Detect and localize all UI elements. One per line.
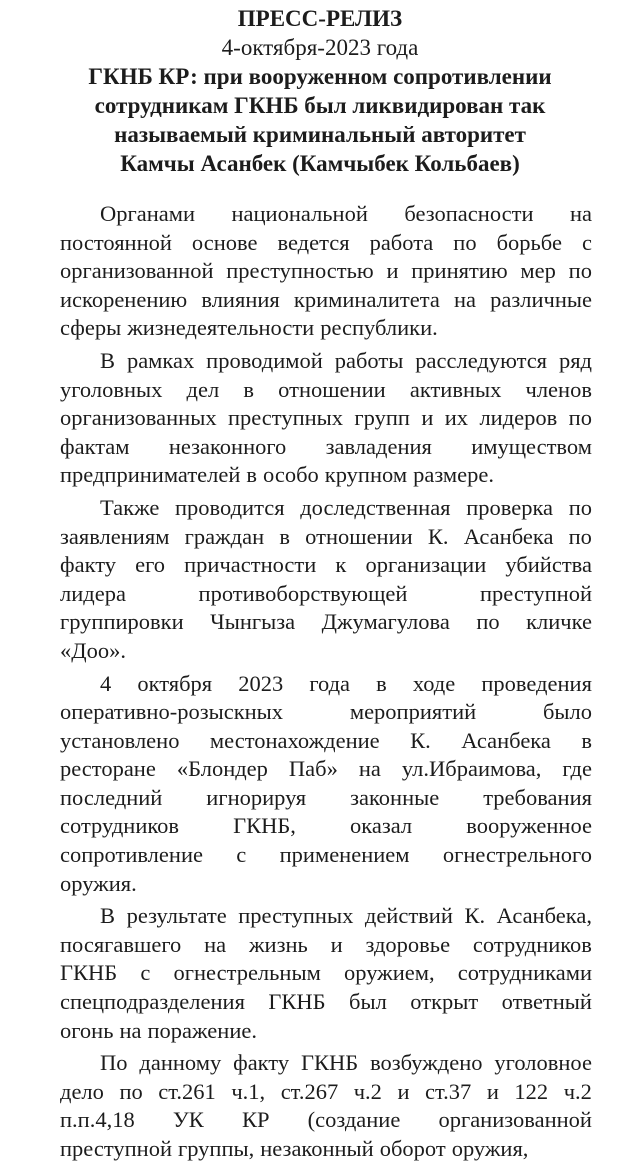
word: по	[119, 1078, 143, 1104]
word: на	[569, 201, 592, 226]
text-line	[60, 347, 592, 376]
word: данному	[139, 1050, 222, 1076]
word: работа	[369, 229, 434, 255]
word: (создание	[307, 1107, 401, 1133]
word: ст.261	[158, 1078, 216, 1104]
word: посягавшего	[60, 931, 182, 957]
word: оказал	[350, 813, 413, 839]
word: основе	[191, 229, 258, 255]
word: уголовных	[60, 376, 163, 402]
word: 122	[514, 1078, 549, 1104]
word: влияния	[201, 286, 280, 312]
word: отношении	[278, 376, 386, 402]
word: организации	[365, 552, 487, 578]
text-line	[60, 286, 592, 315]
word: ст.267	[280, 1078, 339, 1104]
text-line	[60, 1106, 592, 1135]
word: Также	[100, 494, 160, 520]
text-line	[60, 931, 592, 960]
word: в	[279, 523, 290, 549]
word: по	[568, 405, 592, 431]
word: и	[386, 258, 399, 284]
word: имуществом	[471, 433, 592, 459]
word: года	[309, 670, 351, 696]
word: сотрудников	[472, 931, 592, 957]
text-line	[60, 404, 592, 433]
word: ответный	[501, 989, 592, 1015]
text-line	[60, 902, 592, 931]
text-line	[60, 314, 592, 343]
text-line	[60, 1135, 592, 1164]
word: к	[335, 552, 347, 578]
word: был	[349, 989, 387, 1015]
word: в	[246, 462, 258, 488]
text-line	[60, 637, 592, 666]
word: ч.1,	[231, 1078, 266, 1104]
headline-line: называемый криминальный авторитет	[114, 122, 526, 147]
paragraph	[60, 902, 592, 1045]
word: преступной	[60, 1136, 172, 1161]
text-line	[60, 580, 592, 609]
word: огнестрельного	[442, 842, 592, 868]
word: октября	[137, 670, 213, 696]
word: с	[236, 842, 247, 868]
word: Асанбека	[461, 727, 551, 753]
word: законные	[350, 784, 440, 810]
word: оборот	[379, 1136, 446, 1161]
word: особо	[263, 462, 319, 488]
word: По	[100, 1050, 128, 1076]
headline-line: сотрудникам ГКНБ был ликвидирован так	[94, 93, 546, 118]
word: сопротивление	[60, 842, 203, 868]
word: членов	[525, 376, 592, 402]
word: фактам	[60, 433, 130, 459]
word: расследуются	[415, 347, 548, 373]
paragraph	[60, 200, 592, 343]
word: спецподразделения	[60, 989, 245, 1015]
word: огонь	[60, 1017, 114, 1043]
word: заявлениям	[60, 523, 170, 549]
word: ч.2	[563, 1078, 592, 1104]
word: оружием,	[344, 960, 435, 986]
word: проводимой	[206, 347, 323, 373]
word: ГКНБ	[268, 989, 326, 1015]
word: борьбе	[496, 229, 562, 255]
word: В	[100, 347, 116, 373]
word: огнестрельным	[173, 960, 321, 986]
word: Чынгыза	[210, 609, 296, 635]
word: криминалитета	[293, 286, 440, 312]
word: рамках	[126, 347, 195, 373]
word: местонахождение	[209, 727, 380, 753]
word: с	[581, 229, 592, 255]
text-line	[60, 1017, 592, 1046]
word: крупном	[324, 462, 408, 488]
word: на	[453, 286, 476, 312]
word: оружия.	[60, 870, 137, 896]
word: проведения	[481, 670, 592, 696]
word: предпринимателей	[60, 462, 241, 488]
paragraph	[60, 494, 592, 666]
word: на	[358, 756, 381, 782]
word: доследственная	[300, 494, 451, 520]
word: В	[100, 903, 116, 929]
word: факту	[60, 552, 116, 578]
word: с	[140, 960, 151, 986]
word: постоянной	[60, 229, 172, 255]
word: различные	[490, 286, 592, 312]
paragraph	[60, 670, 592, 899]
text-line	[60, 523, 592, 552]
word: действий	[364, 903, 453, 929]
word: Асанбека	[463, 523, 554, 549]
word: Асанбека,	[496, 903, 592, 929]
word: и	[330, 931, 343, 957]
headline-line: Камчы Асанбек (Камчыбек Кольбаев)	[120, 151, 520, 176]
word: здоровье	[365, 931, 451, 957]
text-line	[60, 376, 592, 405]
word: 2023	[238, 670, 284, 696]
word: преступных	[227, 405, 344, 431]
word: оружия,	[451, 1136, 529, 1161]
document-label: ПРЕСС-РЕЛИЗ	[237, 6, 403, 31]
word: ресторане	[60, 756, 156, 782]
word: Джумагулова	[321, 609, 450, 635]
word: ходе	[412, 670, 456, 696]
word: Органами	[100, 201, 196, 226]
headline	[0, 62, 640, 178]
paragraph	[60, 347, 592, 490]
text-line	[60, 755, 592, 784]
text-line	[60, 257, 592, 286]
word: убийства	[505, 552, 592, 578]
word: лидеров	[479, 405, 558, 431]
word: КР	[241, 1107, 270, 1133]
text-line	[60, 698, 592, 727]
word: «Доо».	[60, 637, 126, 663]
word: завладения	[325, 433, 432, 459]
word: ГКНБ,	[233, 813, 296, 839]
text-line	[60, 670, 592, 699]
word: ведется	[277, 229, 350, 255]
word: ч.2	[353, 1078, 382, 1104]
word: на	[119, 1017, 142, 1043]
word: по	[568, 523, 592, 549]
word: группы,	[177, 1136, 255, 1161]
word: в	[581, 727, 592, 753]
word: ряд	[558, 347, 592, 373]
word: незаконного	[168, 433, 287, 459]
word: мер	[520, 258, 556, 284]
word: отношении	[305, 523, 413, 549]
word: граждан	[184, 523, 265, 549]
word: сферы	[60, 315, 122, 341]
word: в	[376, 670, 387, 696]
word: игнорируя	[206, 784, 307, 810]
word: было	[542, 699, 592, 725]
word: и	[486, 1078, 499, 1104]
word: их	[444, 405, 469, 431]
word: проверка	[466, 494, 554, 520]
word: национальной	[231, 201, 368, 226]
word: жизнедеятельности	[127, 315, 315, 341]
document-date: 4-октября-2023 года	[221, 35, 419, 60]
word: ул.Ибраимова,	[401, 756, 542, 782]
text-line	[60, 551, 592, 580]
word: дело	[60, 1078, 104, 1104]
word: требования	[483, 784, 592, 810]
text-line	[60, 1049, 592, 1078]
word: организованной	[60, 258, 214, 284]
word: К.	[427, 523, 449, 549]
word: К.	[464, 903, 486, 929]
text-line	[60, 988, 592, 1017]
word: в	[243, 376, 254, 402]
word: преступных	[238, 903, 354, 929]
word: результате	[126, 903, 227, 929]
headline-line: ГКНБ КР: при вооруженном сопротивлении	[88, 64, 552, 89]
text-line	[60, 812, 592, 841]
word: где	[562, 756, 592, 782]
text-line	[60, 433, 592, 462]
word: причастности	[184, 552, 317, 578]
word: п.п.4,18	[60, 1107, 135, 1133]
text-line	[60, 870, 592, 899]
word: лидера	[60, 580, 126, 606]
document-header	[0, 4, 640, 178]
text-line	[60, 841, 592, 870]
word: сотрудниками	[457, 960, 592, 986]
word: противоборствующей	[198, 580, 408, 606]
word: поражение.	[147, 1017, 257, 1043]
word: 4	[100, 670, 112, 696]
word: жизнь	[248, 931, 308, 957]
word: Паб»	[288, 756, 338, 782]
word: по	[568, 494, 592, 520]
word: и	[397, 1078, 410, 1104]
word: дел	[186, 376, 220, 402]
word: проводится	[175, 494, 285, 520]
word: уголовное	[494, 1050, 592, 1076]
word: вооруженное	[466, 813, 592, 839]
word: ст.37	[425, 1078, 472, 1104]
word: мероприятий	[349, 699, 477, 725]
text-line	[60, 200, 592, 229]
paragraph-gap	[60, 1164, 592, 1168]
document-body	[60, 200, 592, 1168]
text-line	[60, 959, 592, 988]
word: активных	[409, 376, 502, 402]
word: его	[135, 552, 166, 578]
text-line	[60, 1078, 592, 1107]
word: преступной	[480, 580, 592, 606]
text-line	[60, 229, 592, 258]
word: организованных	[60, 405, 217, 431]
word: республики.	[320, 315, 438, 341]
word: работы	[334, 347, 404, 373]
paragraph	[60, 1049, 592, 1163]
word: факту	[233, 1050, 290, 1076]
word: К.	[410, 727, 431, 753]
word: искоренению	[60, 286, 188, 312]
word: УК	[172, 1107, 204, 1133]
word: организованной	[438, 1107, 592, 1133]
word: преступностью	[226, 258, 374, 284]
word: сотрудников	[60, 813, 180, 839]
text-line	[60, 727, 592, 756]
word: и	[421, 405, 434, 431]
word: принятию	[411, 258, 508, 284]
text-line	[60, 494, 592, 523]
text-line	[60, 461, 592, 490]
word: по	[476, 609, 500, 635]
text-line	[60, 608, 592, 637]
word: возбуждено	[370, 1050, 483, 1076]
word: незаконный	[260, 1136, 374, 1161]
word: по	[453, 229, 477, 255]
word: оперативно-розыскных	[60, 699, 284, 725]
word: открыт	[410, 989, 479, 1015]
word: размере.	[413, 462, 494, 488]
text-line	[60, 784, 592, 813]
word: установлено	[60, 727, 180, 753]
word: на	[204, 931, 227, 957]
word: «Блондер	[176, 756, 268, 782]
word: групп	[354, 405, 410, 431]
word: группировки	[60, 609, 184, 635]
word: кличке	[526, 609, 592, 635]
word: ГКНБ	[60, 960, 118, 986]
word: безопасности	[404, 201, 534, 226]
word: последний	[60, 784, 163, 810]
word: ГКНБ	[301, 1050, 359, 1076]
word: применением	[279, 842, 410, 868]
word: по	[568, 258, 592, 284]
